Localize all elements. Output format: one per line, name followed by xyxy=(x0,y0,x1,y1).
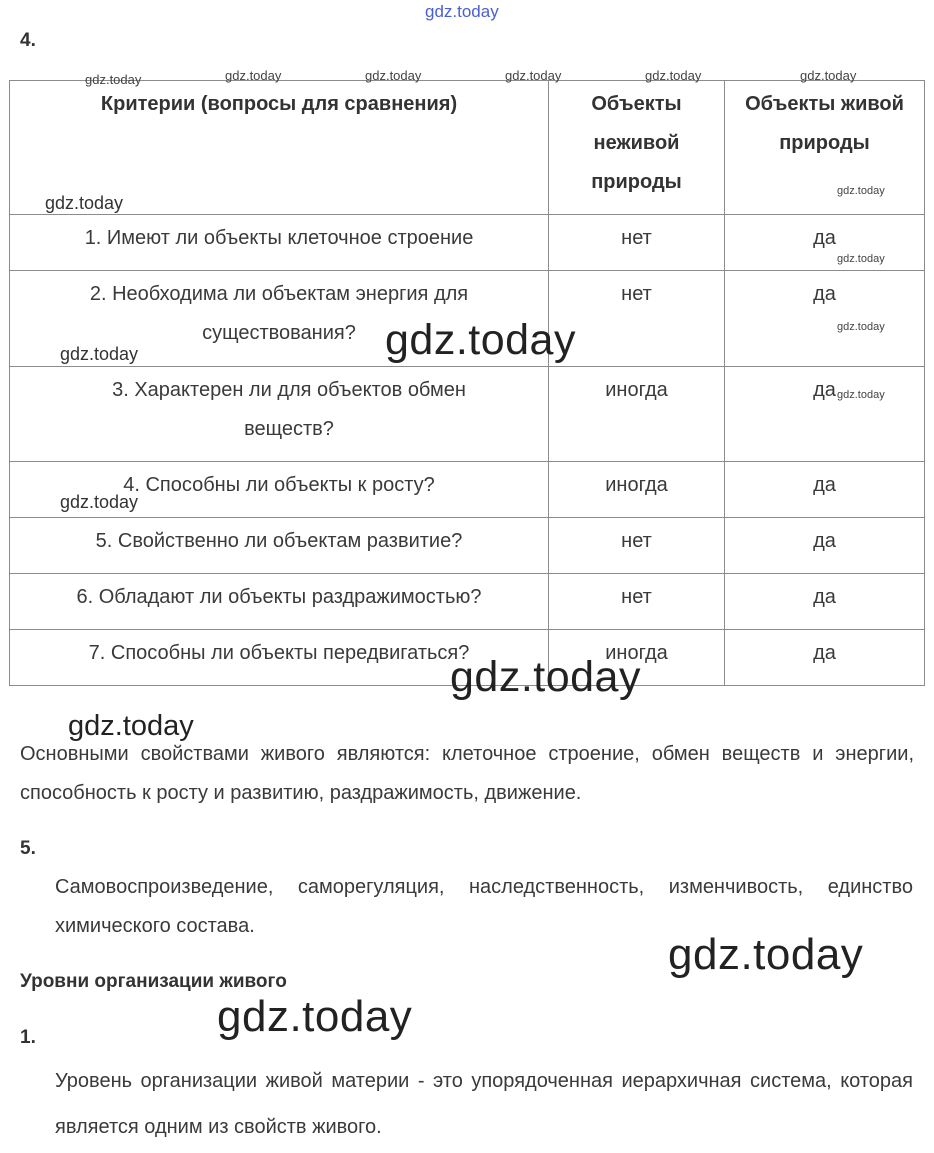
task-4-conclusion: Основными свойствами живого являются: клеточное строение, обмен веществ и энергии, способность к росту и развитию, раздражимость, движение. xyxy=(20,743,914,804)
table-header-row xyxy=(10,81,925,215)
section-task-1-text: Уровень организации живой материи - это упорядоченная иерархичная система, которая является одним из свойств живого. xyxy=(55,1070,913,1138)
watermark: gdz.today xyxy=(60,344,139,364)
task-4-number: 4. xyxy=(20,30,36,51)
living-cell: да xyxy=(725,367,925,462)
criterion-cell: 4. Способны ли объекты к росту? xyxy=(10,462,549,518)
table-row xyxy=(10,215,925,271)
watermark: gdz.today xyxy=(837,185,885,197)
criterion-cell: 5. Свойственно ли объектам развитие? xyxy=(10,518,549,574)
living-cell: да xyxy=(725,462,925,518)
living-cell: да xyxy=(725,574,925,630)
task-5-number: 5. xyxy=(20,838,36,859)
living-cell: да xyxy=(725,271,925,367)
header-criteria: Критерии (вопросы для сравнения) xyxy=(10,81,549,215)
nonliving-cell: иногда xyxy=(549,462,725,518)
watermark: gdz.today xyxy=(800,68,857,83)
watermark: gdz.today xyxy=(385,316,576,364)
criterion-cell: 1. Имеют ли объекты клеточное строение xyxy=(10,215,549,271)
header-living: Объекты живой природы xyxy=(725,81,925,215)
criterion-cell: 6. Обладают ли объекты раздражимостью? xyxy=(10,574,549,630)
watermark: gdz.today xyxy=(217,992,413,1041)
nonliving-cell: иногда xyxy=(549,367,725,462)
watermark-top: gdz.today xyxy=(425,2,499,21)
table-row xyxy=(10,574,925,630)
watermark: gdz.today xyxy=(837,321,885,333)
header-nonliving: Объекты неживой природы xyxy=(549,81,725,215)
watermark: gdz.today xyxy=(225,68,282,83)
criterion-cell: 3. Характерен ли для объектов обмен веществ? xyxy=(10,367,549,462)
nonliving-cell: нет xyxy=(549,215,725,271)
nonliving-cell: нет xyxy=(549,574,725,630)
watermark: gdz.today xyxy=(365,68,422,83)
watermark: gdz.today xyxy=(645,68,702,83)
watermark: gdz.today xyxy=(668,930,864,979)
comparison-table xyxy=(9,80,925,686)
watermark: gdz.today xyxy=(60,492,139,512)
watermark: gdz.today xyxy=(450,653,641,701)
watermark: gdz.today xyxy=(68,710,194,742)
table-row xyxy=(10,367,925,462)
nonliving-cell: нет xyxy=(549,271,725,367)
criterion-cell: 2. Необходима ли объектам энергия для существования? xyxy=(10,271,549,367)
living-cell: да xyxy=(725,215,925,271)
nonliving-cell: нет xyxy=(549,518,725,574)
watermark: gdz.today xyxy=(85,72,142,87)
watermark: gdz.today xyxy=(837,253,885,265)
section-title: Уровни организации живого xyxy=(20,971,287,992)
section-task-1-number: 1. xyxy=(20,1027,36,1048)
criterion-cell: 7. Способны ли объекты передвигаться? xyxy=(10,630,549,686)
watermark: gdz.today xyxy=(45,193,124,213)
task-5-text: Самовоспроизведение, саморегуляция, наследственность, изменчивость, единство химического состава. xyxy=(55,876,913,937)
living-cell: да xyxy=(725,518,925,574)
table-row xyxy=(10,518,925,574)
table-row xyxy=(10,462,925,518)
nonliving-cell: иногда xyxy=(549,630,725,686)
watermark: gdz.today xyxy=(837,389,885,401)
watermark: gdz.today xyxy=(505,68,562,83)
living-cell: да xyxy=(725,630,925,686)
